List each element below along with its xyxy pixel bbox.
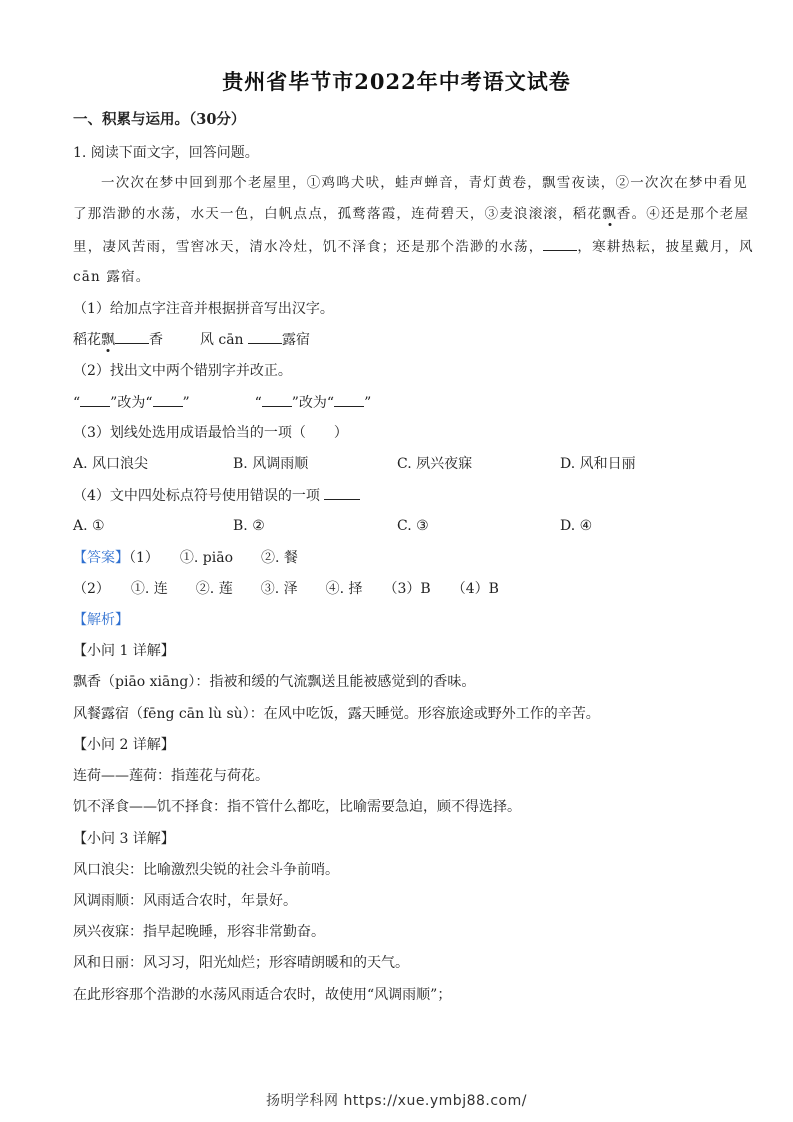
passage-line-3-part-a: 里，凄风苦雨，雪窖冰天，清水冷灶，饥不泽食；还是那个浩渺的水荡， bbox=[73, 239, 544, 255]
analysis-label: 【解析】 bbox=[73, 612, 129, 628]
analysis-para: 夙兴夜寐：指早起晚睡，形容非常勤奋。 bbox=[73, 924, 325, 940]
quote-open: “ bbox=[254, 395, 262, 411]
analysis-para: 风和日丽：风习习，阳光灿烂；形容晴朗暖和的天气。 bbox=[73, 955, 409, 971]
analysis-para: 连荷——莲荷：指莲花与荷花。 bbox=[73, 768, 269, 784]
item-b-tail: 露宿 bbox=[282, 332, 311, 348]
answer-line-2: （2） ①. 连 ②. 莲 ③. 泽 ④. 择 （3）B （4）B bbox=[73, 581, 499, 597]
item-a-text: 稻花 bbox=[73, 332, 101, 348]
analysis-para: 风口浪尖：比喻激烈尖锐的社会斗争前哨。 bbox=[73, 862, 339, 878]
idiom-blank bbox=[543, 236, 577, 251]
quote-close: ” bbox=[364, 395, 372, 411]
analysis-para: 飘香（piāo xiāng）：指被和缓的气流飘送且能被感觉到的香味。 bbox=[73, 674, 476, 690]
passage-line-3-part-b: ，寒耕热耘，披星戴月，风 bbox=[577, 239, 754, 255]
option-d: D. ④ bbox=[560, 518, 593, 534]
answer-blank bbox=[334, 392, 364, 407]
answer-text-1: （1） ①. piāo ②. 餐 bbox=[129, 550, 298, 566]
option-c: C. ③ bbox=[397, 518, 429, 534]
option-b: B. ② bbox=[233, 518, 265, 534]
item-a-tail: 香 bbox=[149, 332, 163, 348]
analysis-para: 在此形容那个浩渺的水荡风雨适合农时，故使用“风调雨顺”； bbox=[73, 987, 452, 1003]
answer-blank bbox=[262, 392, 292, 407]
analysis-heading-3: 【小问 3 详解】 bbox=[73, 831, 175, 847]
analysis-heading-1: 【小问 1 详解】 bbox=[73, 643, 175, 659]
subquestion-1-prompt: （1）给加点字注音并根据拼音写出汉字。 bbox=[73, 301, 334, 317]
dotted-char-piao: 飘 bbox=[602, 206, 617, 222]
change-to-text: ”改为“ bbox=[110, 395, 153, 411]
page-footer: 扬明学科网 https://xue.ymbj88.com/ bbox=[266, 1093, 527, 1109]
answer-blank bbox=[153, 392, 183, 407]
passage-line-3 bbox=[73, 236, 754, 257]
answer-label: 【答案】 bbox=[73, 550, 129, 566]
option-a: A. 风口浪尖 bbox=[73, 456, 149, 472]
subquestion-4-prompt bbox=[73, 485, 360, 506]
page-title: 贵州省毕节市2022年中考语文试卷 bbox=[222, 69, 571, 94]
subquestion-2-prompt: （2）找出文中两个错别字并改正。 bbox=[73, 363, 292, 379]
option-d: D. 风和日丽 bbox=[560, 456, 636, 472]
item-b-text: 风 cān bbox=[199, 332, 244, 348]
change-to-text: ”改为“ bbox=[291, 395, 335, 411]
subquestion-4-text: （4）文中四处标点符号使用错误的一项 bbox=[73, 488, 320, 504]
passage-line-1: 一次次在梦中回到那个老屋里，①鸡鸣犬吠，蛙声蝉音，青灯黄卷，飘雪夜读，②一次次在梦中看见 bbox=[101, 175, 748, 191]
subquestion-2-blanks bbox=[73, 392, 371, 413]
answer-line-1 bbox=[73, 548, 298, 568]
question-1-prompt: 1. 阅读下面文字，回答问题。 bbox=[73, 145, 259, 161]
analysis-para: 风餐露宿（fēng cān lù sù）：在风中吃饭，露天睡觉。形容旅途或野外工作的辛苦。 bbox=[73, 706, 600, 722]
subquestion-1-items bbox=[73, 329, 310, 350]
passage-line-2-part-a: 了那浩渺的水荡，水天一色，白帆点点，孤鹜落霞，连荷碧天，③麦浪滚滚，稻花 bbox=[73, 206, 603, 222]
passage-line-4: cān 露宿。 bbox=[73, 269, 151, 285]
passage-line-2-part-c: 香。④还是那个老屋 bbox=[616, 206, 750, 222]
analysis-heading-2: 【小问 2 详解】 bbox=[73, 737, 175, 753]
passage-line-2 bbox=[73, 204, 749, 224]
quote-open: “ bbox=[73, 395, 81, 411]
option-b: B. 风调雨顺 bbox=[233, 456, 309, 472]
subquestion-3-prompt: （3）划线处选用成语最恰当的一项（ ） bbox=[73, 425, 348, 441]
option-c: C. 夙兴夜寐 bbox=[397, 456, 473, 472]
section-heading: 一、积累与运用。（30分） bbox=[73, 111, 246, 128]
answer-blank bbox=[248, 329, 282, 344]
answer-blank bbox=[324, 485, 360, 500]
option-a: A. ① bbox=[73, 518, 105, 534]
answer-blank bbox=[115, 329, 149, 344]
analysis-para: 风调雨顺：风雨适合农时，年景好。 bbox=[73, 893, 297, 909]
dotted-char: 飘 bbox=[101, 332, 115, 348]
quote-close: ” bbox=[182, 395, 190, 411]
analysis-para: 饥不泽食——饥不择食：指不管什么都吃，比喻需要急迫，顾不得选择。 bbox=[73, 799, 521, 815]
answer-blank bbox=[80, 392, 110, 407]
